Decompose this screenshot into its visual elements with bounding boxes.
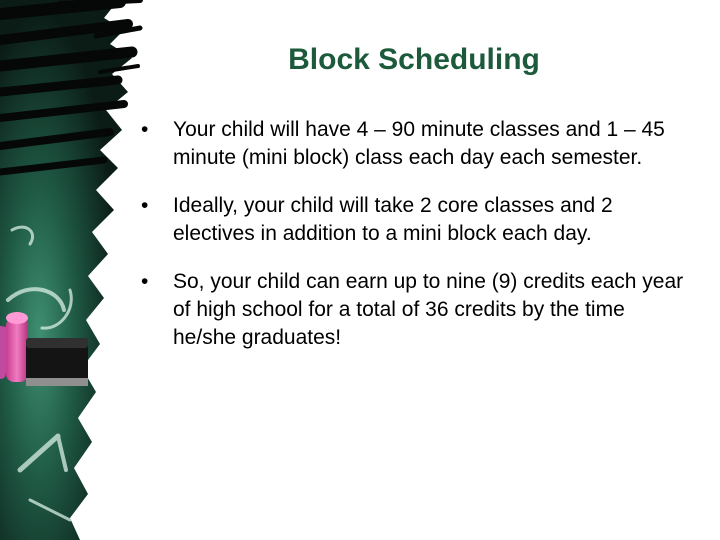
bullet-text-2: Ideally, your child will take 2 core classes and 2 electives in addition to a mini block each day. [173,194,613,245]
bullet-dot-icon: • [141,270,149,293]
slide-title: Block Scheduling [288,43,540,76]
board-shape [0,0,132,540]
eraser-icon [26,338,88,386]
bullet-list [140,116,690,372]
pink-chalk-icon [0,312,28,382]
bullet-text-1: Your child will have 4 – 90 minute classes and 1 – 45 minute (mini block) class each day each semester. [173,118,665,169]
dark-brush-strokes [0,0,140,172]
bullet-item-3 [140,268,690,352]
bullet-item-2 [140,192,690,248]
bullet-text-3: So, your child can earn up to nine (9) credits each year of high school for a total of 36 credits by the time he/she graduates! [173,270,684,349]
bullet-dot-icon: • [141,118,149,141]
bullet-dot-icon: • [141,194,149,217]
chalk-scribbles [8,227,71,520]
bullet-item-1 [140,116,690,172]
